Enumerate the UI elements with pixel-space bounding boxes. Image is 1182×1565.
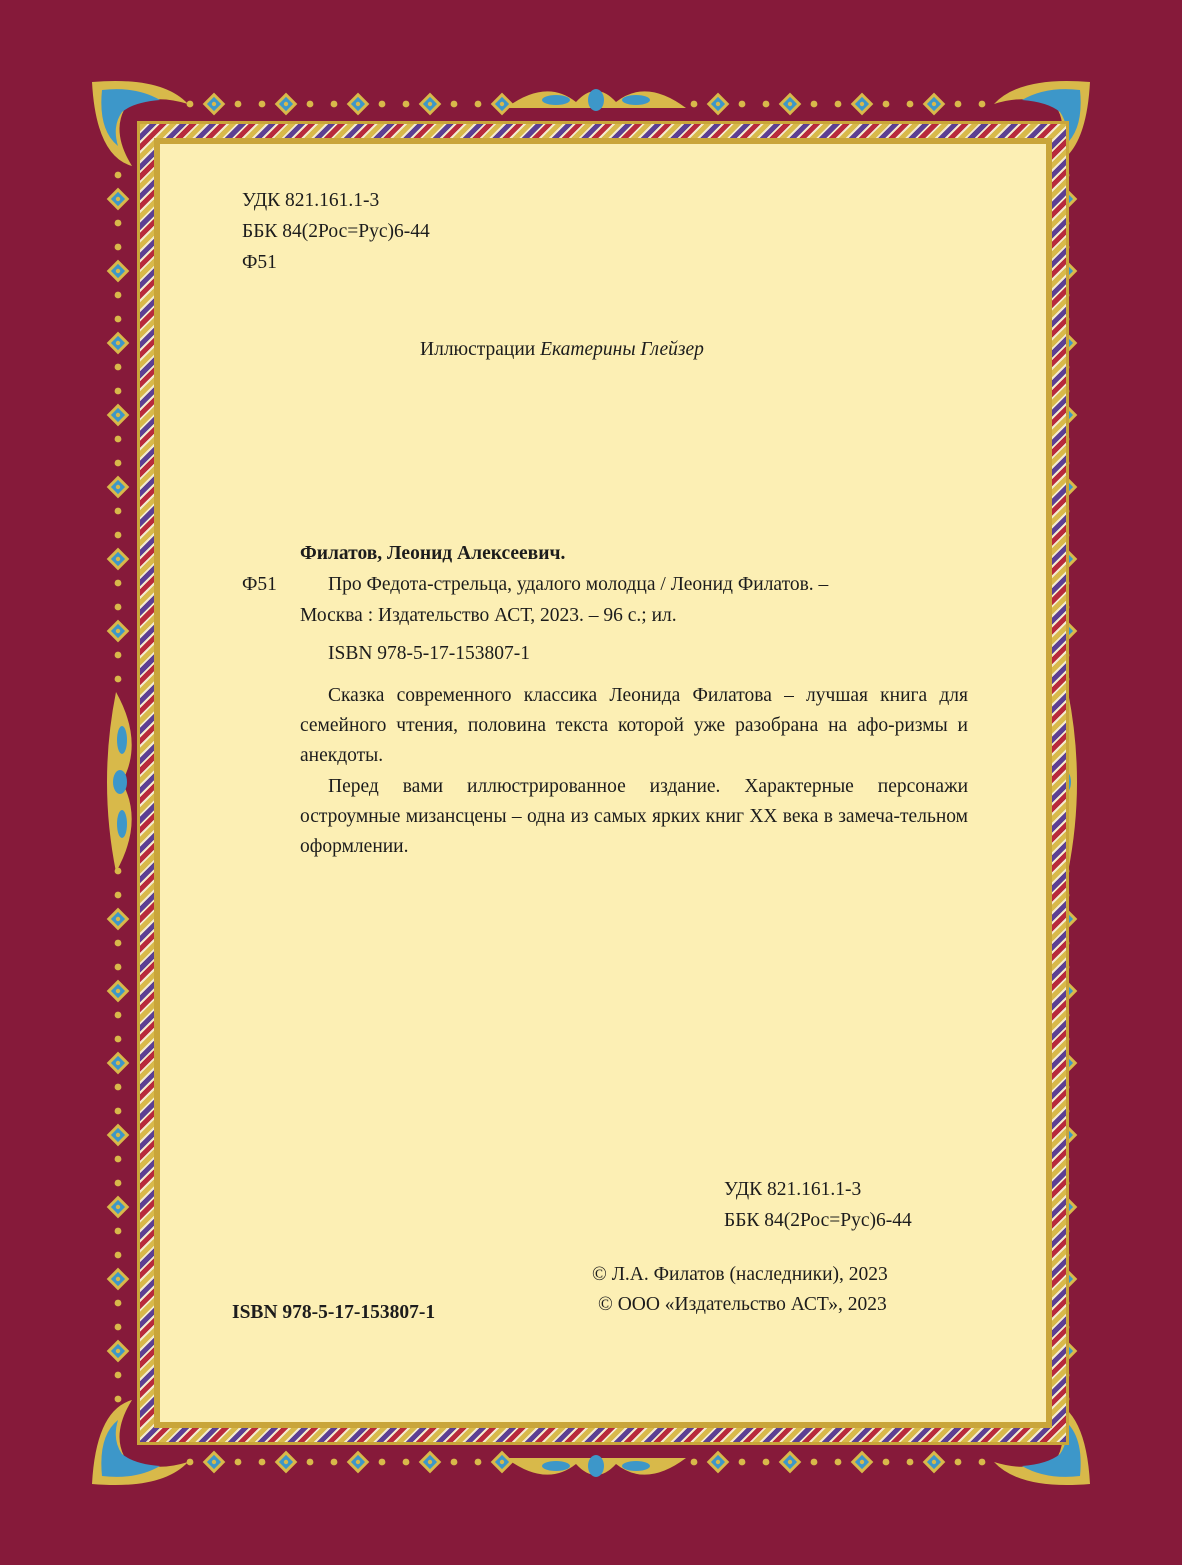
diamond-bead-icon (116, 989, 120, 993)
udk-code-bottom: УДК 821.161.1-3 (724, 1179, 862, 1200)
gold-dot-icon (115, 532, 122, 539)
gold-dot-icon (115, 460, 122, 467)
annotation-paragraph-1: Сказка современного классика Леонида Филатова – лучшая книга для семейного чтения, половина текста которой уже разобрана на афо-ризмы и анекдоты. (300, 685, 968, 766)
side-fleuron-icon (117, 810, 127, 838)
diamond-bead-icon (116, 485, 120, 489)
diamond-bead-icon (500, 1460, 504, 1464)
gold-dot-icon (235, 1459, 242, 1466)
gold-dot-icon (187, 101, 194, 108)
bbk-code-top: ББК 84(2Рос=Рус)6-44 (242, 221, 430, 242)
title-line-1: Про Федота-стрельца, удалого молодца / Леонид Филатов. – (328, 574, 829, 595)
diamond-bead-icon (116, 917, 120, 921)
gold-dot-icon (115, 316, 122, 323)
illustrations-artist: Екатерины Глейзер (540, 339, 704, 360)
crown-motif-icon (542, 95, 570, 105)
gold-dot-icon (115, 508, 122, 515)
gold-dot-icon (475, 101, 482, 108)
gold-dot-icon (115, 172, 122, 179)
diamond-bead-icon (860, 1460, 864, 1464)
gold-dot-icon (115, 1324, 122, 1331)
gold-dot-icon (115, 652, 122, 659)
gold-dot-icon (739, 1459, 746, 1466)
gold-dot-icon (451, 101, 458, 108)
isbn-card: ISBN 978-5-17-153807-1 (328, 643, 531, 664)
gold-dot-icon (691, 101, 698, 108)
gold-dot-icon (115, 892, 122, 899)
gold-dot-icon (115, 604, 122, 611)
diamond-bead-icon (932, 1460, 936, 1464)
gold-dot-icon (955, 101, 962, 108)
diamond-bead-icon (116, 341, 120, 345)
gold-dot-icon (907, 101, 914, 108)
crown-motif-icon (588, 1455, 604, 1477)
gold-dot-icon (955, 1459, 962, 1466)
gold-dot-icon (379, 101, 386, 108)
copyright-page (160, 144, 1046, 1422)
crown-motif-icon (588, 89, 604, 111)
author-mark-card: Ф51 (242, 574, 277, 595)
gold-dot-icon (115, 1252, 122, 1259)
gold-dot-icon (883, 1459, 890, 1466)
diamond-bead-icon (428, 102, 432, 106)
crown-motif-icon (622, 95, 650, 105)
gold-dot-icon (331, 1459, 338, 1466)
copyright-author: © Л.А. Филатов (наследники), 2023 (592, 1264, 888, 1285)
diamond-bead-icon (212, 1460, 216, 1464)
gold-dot-icon (331, 101, 338, 108)
gold-dot-icon (979, 1459, 986, 1466)
gold-dot-icon (403, 1459, 410, 1466)
diamond-bead-icon (356, 1460, 360, 1464)
diamond-bead-icon (116, 629, 120, 633)
gold-dot-icon (115, 676, 122, 683)
gold-dot-icon (883, 101, 890, 108)
gold-dot-icon (115, 940, 122, 947)
gold-dot-icon (115, 1108, 122, 1115)
gold-dot-icon (115, 364, 122, 371)
gold-dot-icon (739, 101, 746, 108)
diamond-bead-icon (284, 1460, 288, 1464)
diamond-bead-icon (788, 1460, 792, 1464)
diamond-bead-icon (116, 1349, 120, 1353)
gold-dot-icon (835, 1459, 842, 1466)
gold-dot-icon (115, 964, 122, 971)
gold-dot-icon (811, 101, 818, 108)
gold-dot-icon (115, 1156, 122, 1163)
bbk-code-bottom: ББК 84(2Рос=Рус)6-44 (724, 1210, 912, 1231)
gold-dot-icon (115, 1180, 122, 1187)
diamond-bead-icon (860, 102, 864, 106)
gold-dot-icon (763, 101, 770, 108)
gold-dot-icon (379, 1459, 386, 1466)
illustrations-credit (420, 337, 704, 363)
diamond-bead-icon (116, 1277, 120, 1281)
diamond-bead-icon (116, 413, 120, 417)
illustrations-prefix: Иллюстрации (420, 339, 541, 360)
crown-motif-icon (542, 1461, 570, 1471)
diamond-bead-icon (716, 102, 720, 106)
gold-dot-icon (307, 1459, 314, 1466)
gold-dot-icon (403, 101, 410, 108)
diamond-bead-icon (716, 1460, 720, 1464)
isbn-bottom: ISBN 978-5-17-153807-1 (232, 1302, 436, 1323)
annotation-paragraph-2: Перед вами иллюстрированное издание. Характерные персонажи остроумные мизансцены – одна из самых ярких книг XX века в замеча-тельном оформлении. (300, 776, 968, 857)
diamond-bead-icon (932, 102, 936, 106)
gold-dot-icon (811, 1459, 818, 1466)
diamond-bead-icon (500, 102, 504, 106)
gold-dot-icon (475, 1459, 482, 1466)
gold-dot-icon (691, 1459, 698, 1466)
gold-dot-icon (451, 1459, 458, 1466)
gold-dot-icon (115, 580, 122, 587)
diamond-bead-icon (284, 102, 288, 106)
gold-dot-icon (115, 292, 122, 299)
copyright-publisher: © ООО «Издательство АСТ», 2023 (598, 1294, 887, 1315)
gold-dot-icon (235, 101, 242, 108)
diamond-bead-icon (788, 102, 792, 106)
diamond-bead-icon (116, 557, 120, 561)
gold-dot-icon (115, 1012, 122, 1019)
gold-dot-icon (115, 1372, 122, 1379)
gold-dot-icon (187, 1459, 194, 1466)
gold-dot-icon (907, 1459, 914, 1466)
gold-dot-icon (115, 1036, 122, 1043)
gold-dot-icon (115, 1300, 122, 1307)
diamond-bead-icon (212, 102, 216, 106)
diamond-bead-icon (116, 1133, 120, 1137)
author-mark-top: Ф51 (242, 252, 277, 273)
author-heading: Филатов, Леонид Алексеевич. (300, 543, 566, 564)
gold-dot-icon (115, 436, 122, 443)
udk-code-top: УДК 821.161.1-3 (242, 190, 380, 211)
crown-motif-icon (622, 1461, 650, 1471)
diamond-bead-icon (116, 1061, 120, 1065)
diamond-bead-icon (356, 102, 360, 106)
side-fleuron-icon (117, 726, 127, 754)
diamond-bead-icon (428, 1460, 432, 1464)
side-fleuron-icon (113, 770, 127, 794)
diamond-bead-icon (116, 197, 120, 201)
gold-dot-icon (259, 1459, 266, 1466)
gold-dot-icon (835, 101, 842, 108)
gold-dot-icon (979, 101, 986, 108)
gold-dot-icon (115, 244, 122, 251)
gold-dot-icon (307, 101, 314, 108)
gold-dot-icon (115, 388, 122, 395)
gold-dot-icon (259, 101, 266, 108)
gold-dot-icon (115, 1396, 122, 1403)
gold-dot-icon (115, 1228, 122, 1235)
diamond-bead-icon (116, 269, 120, 273)
gold-dot-icon (763, 1459, 770, 1466)
gold-dot-icon (115, 1084, 122, 1091)
gold-dot-icon (115, 220, 122, 227)
diamond-bead-icon (116, 1205, 120, 1209)
title-line-2: Москва : Издательство АСТ, 2023. – 96 с.; ил. (300, 605, 677, 626)
